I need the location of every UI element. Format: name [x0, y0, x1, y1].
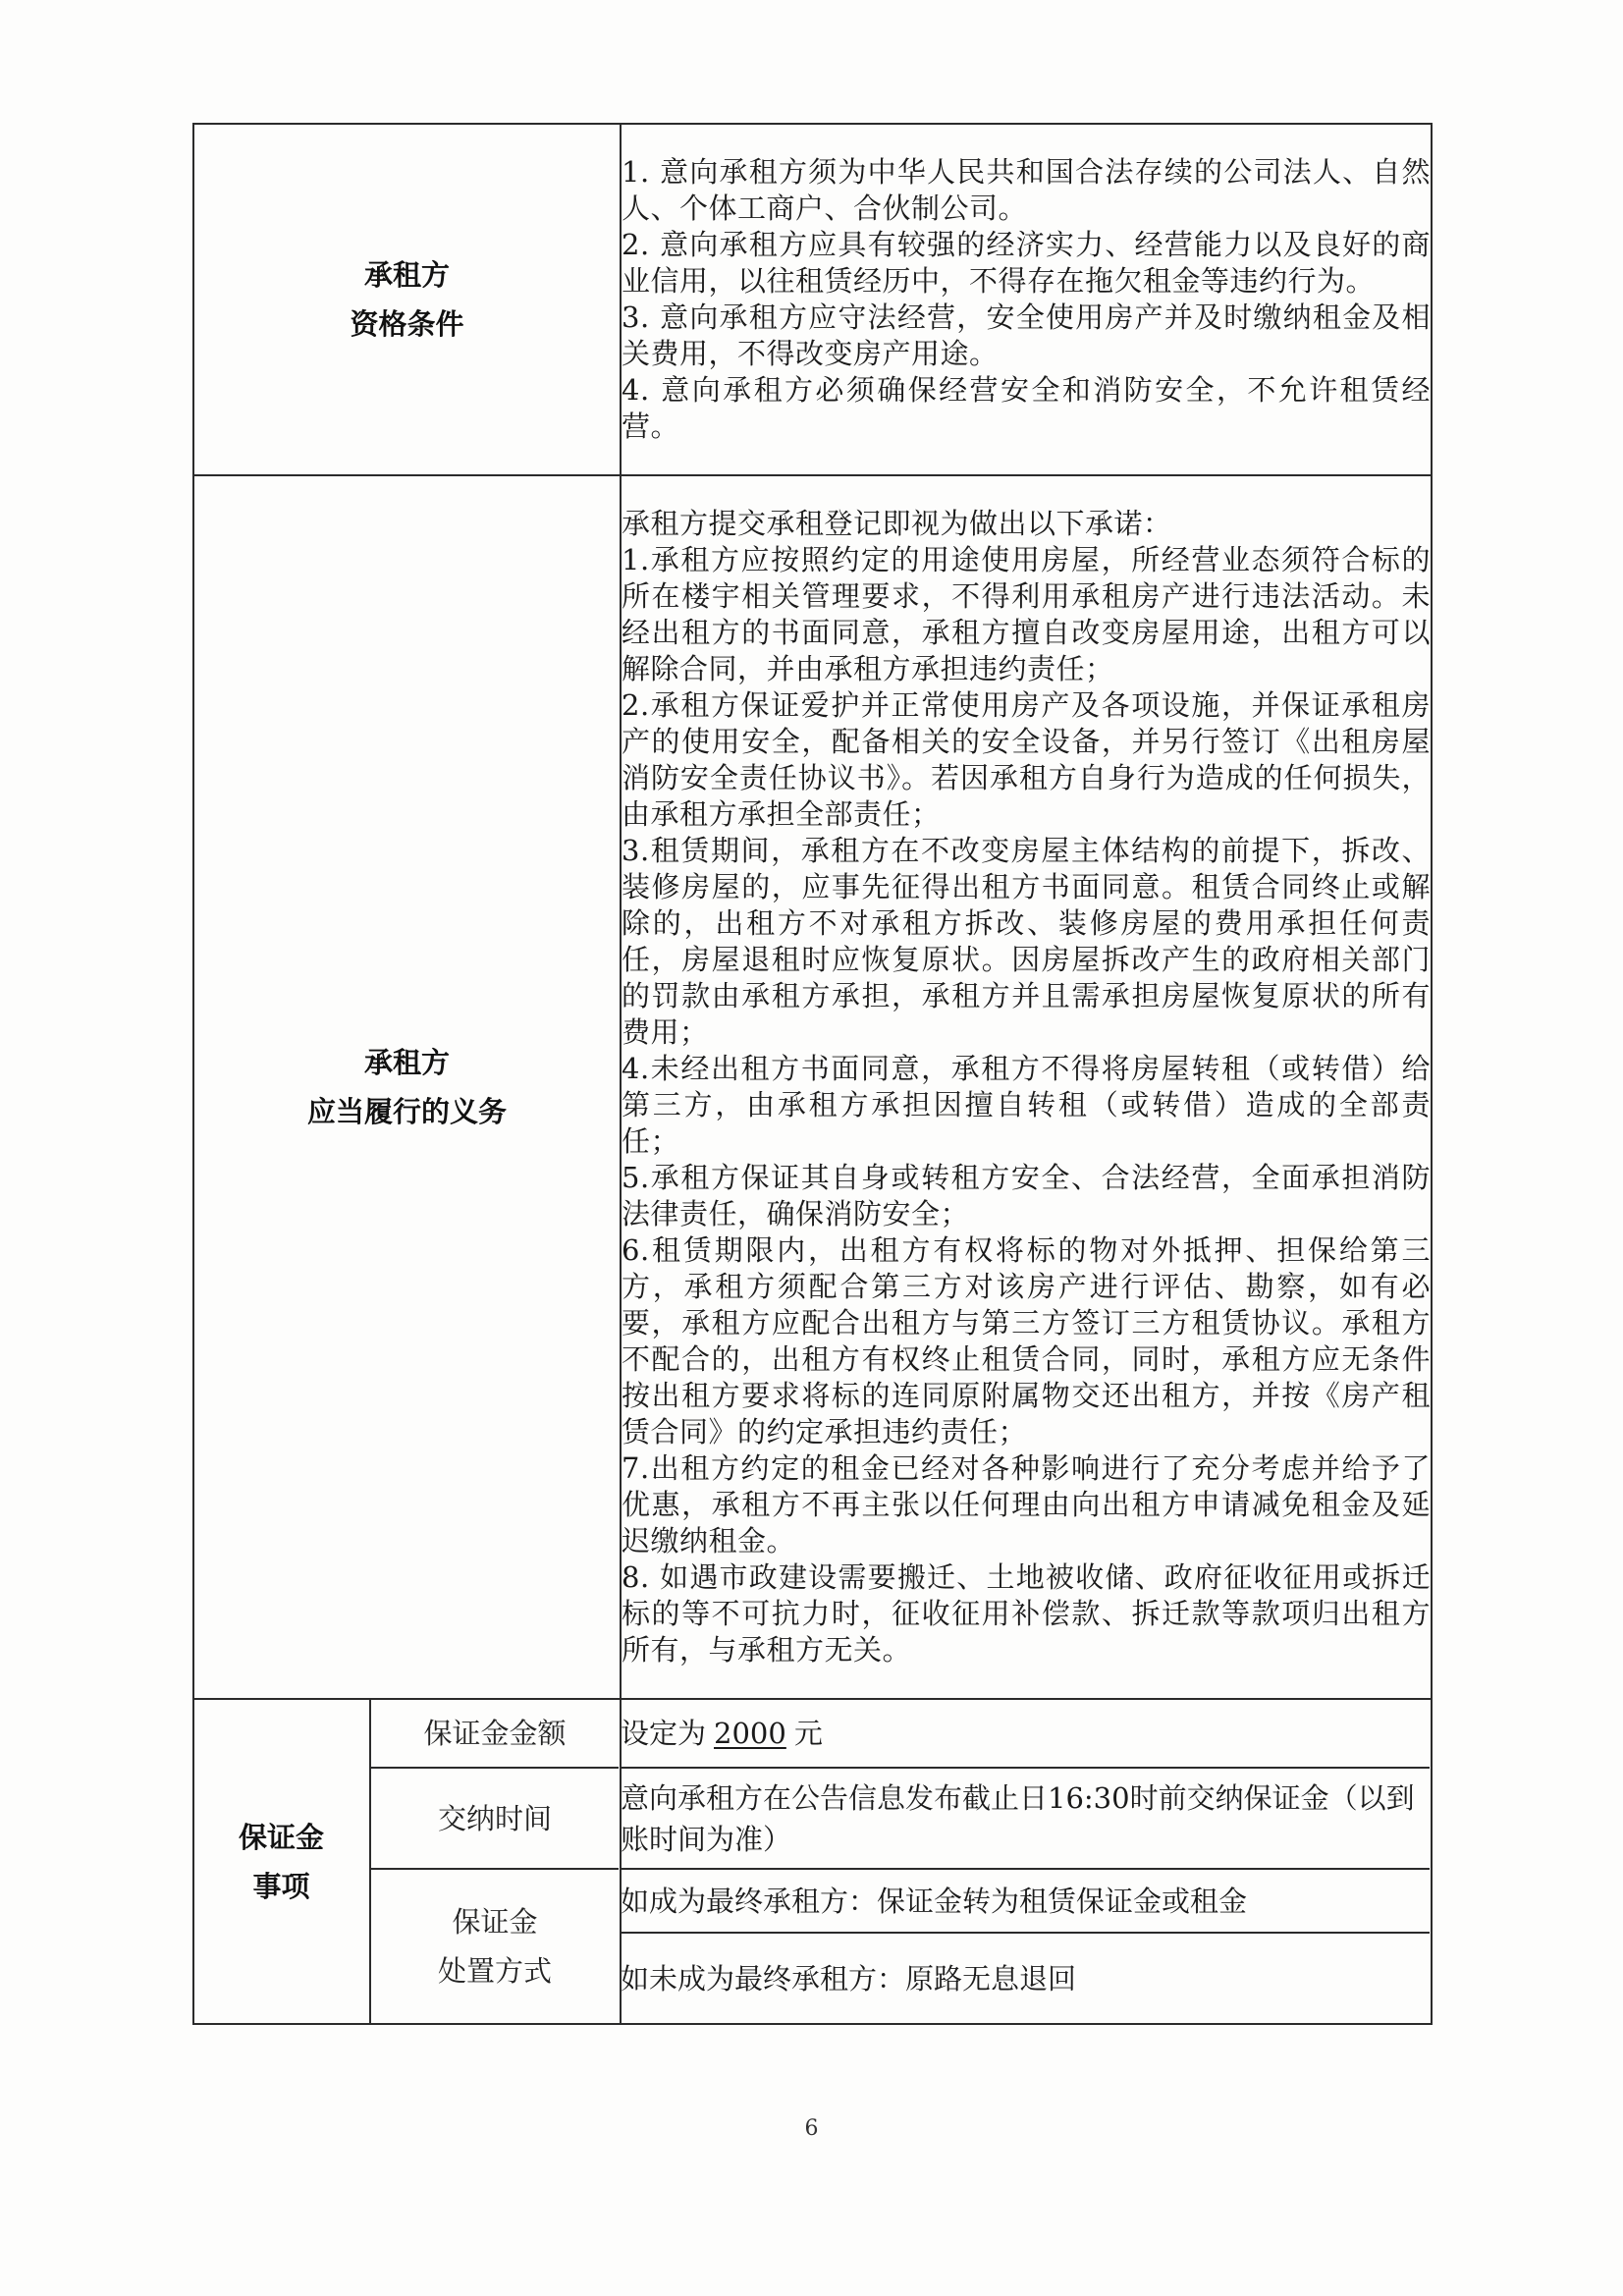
qualification-header: 承租方 资格条件 [193, 124, 621, 475]
deposit-time-label: 交纳时间 [370, 1768, 619, 1869]
qualification-item: 3. 意向承租方应守法经营，安全使用房产并及时缴纳租金及相关费用，不得改变房产用途。 [622, 301, 1431, 370]
page-number: 6 [804, 2116, 819, 2141]
deposit-values [621, 1699, 1432, 2024]
obligations-content [621, 475, 1432, 1699]
deposit-amount-number: 2000 [714, 1717, 786, 1750]
qualification-content [621, 124, 1432, 475]
obligation-item: 5.承租方保证其自身或转租方安全、合法经营，全面承担消防法律责任，确保消防安全； [622, 1161, 1431, 1230]
deposit-amount-value: 设定为 2000 元 [621, 1700, 1430, 1768]
obligation-item: 4.未经出租方书面同意，承租方不得将房屋转租（或转借）给第三方，由承租方承担因擅自转租（或转借）造成的全部责任； [622, 1052, 1431, 1158]
obligation-item: 6.租赁期限内，出租方有权将标的物对外抵押、担保给第三方，承租方须配合第三方对该房产进行评估、勘察，如有必要，承租方应配合出租方与第三方签订三方租赁协议。承租方不配合的，出租方有权终止租赁合同，同时，承租方应无条件按出租方要求将标的连同原附属物交还出租方，并按《房产租赁合同》的约定承担违约责任； [622, 1233, 1431, 1449]
deposit-amount-label: 保证金金额 [370, 1700, 619, 1768]
qualification-item: 1. 意向承租方须为中华人民共和国合法存续的公司法人、自然人、个体工商户、合伙制公司。 [622, 155, 1431, 225]
lease-terms-table [192, 123, 1433, 2025]
deposit-disposal-label: 保证金 处置方式 [370, 1869, 619, 2023]
deposit-row [193, 1699, 1432, 2024]
deposit-header: 保证金 事项 [193, 1700, 370, 2023]
qualification-item: 2. 意向承租方应具有较强的经济实力、经营能力以及良好的商业信用，以往租赁经历中，不得存在拖欠租金等违约行为。 [622, 228, 1431, 298]
obligations-row [193, 475, 1432, 1699]
deposit-disposal-loser: 如未成为最终承租方：原路无息退回 [621, 1933, 1430, 2023]
obligation-item: 2.承租方保证爱护并正常使用房产及各项设施，并保证承租房产的使用安全，配备相关的安全设备，并另行签订《出租房屋消防安全责任协议书》。若因承租方自身行为造成的任何损失，由承租方承担全部责任； [622, 688, 1431, 831]
obligation-item: 7.出租方约定的租金已经对各种影响进行了充分考虑并给予了优惠，承租方不再主张以任何理由向出租方申请减免租金及延迟缴纳租金。 [622, 1451, 1431, 1558]
obligation-item: 8. 如遇市政建设需要搬迁、土地被收储、政府征收征用或拆迁标的等不可抗力时，征收征用补偿款、拆迁款等款项归出租方所有，与承租方无关。 [622, 1560, 1431, 1667]
obligation-item: 1.承租方应按照约定的用途使用房屋，所经营业态须符合标的所在楼宇相关管理要求，不得利用承租房产进行违法活动。未经出租方的书面同意，承租方擅自改变房屋用途，出租方可以解除合同，并由承租方承担违约责任； [622, 543, 1431, 685]
obligations-intro: 承租方提交承租登记即视为做出以下承诺： [622, 507, 1172, 540]
qualification-row [193, 124, 1432, 475]
deposit-cell [193, 1699, 621, 2024]
obligation-item: 3.租赁期间，承租方在不改变房屋主体结构的前提下，拆改、装修房屋的，应事先征得出租方书面同意。租赁合同终止或解除的，出租方不对承租方拆改、装修房屋的费用承担任何责任，房屋退租时应恢复原状。因房屋拆改产生的政府相关部门的罚款由承租方承担，承租方并且需承担房屋恢复原状的所有费用； [622, 834, 1431, 1049]
deposit-disposal-winner: 如成为最终承租方：保证金转为租赁保证金或租金 [621, 1869, 1430, 1933]
deposit-time-value: 意向承租方在公告信息发布截止日16:30时前交纳保证金（以到账时间为准） [621, 1768, 1430, 1869]
qualification-item: 4. 意向承租方必须确保经营安全和消防安全，不允许租赁经营。 [622, 373, 1431, 443]
obligations-header: 承租方 应当履行的义务 [193, 475, 621, 1699]
